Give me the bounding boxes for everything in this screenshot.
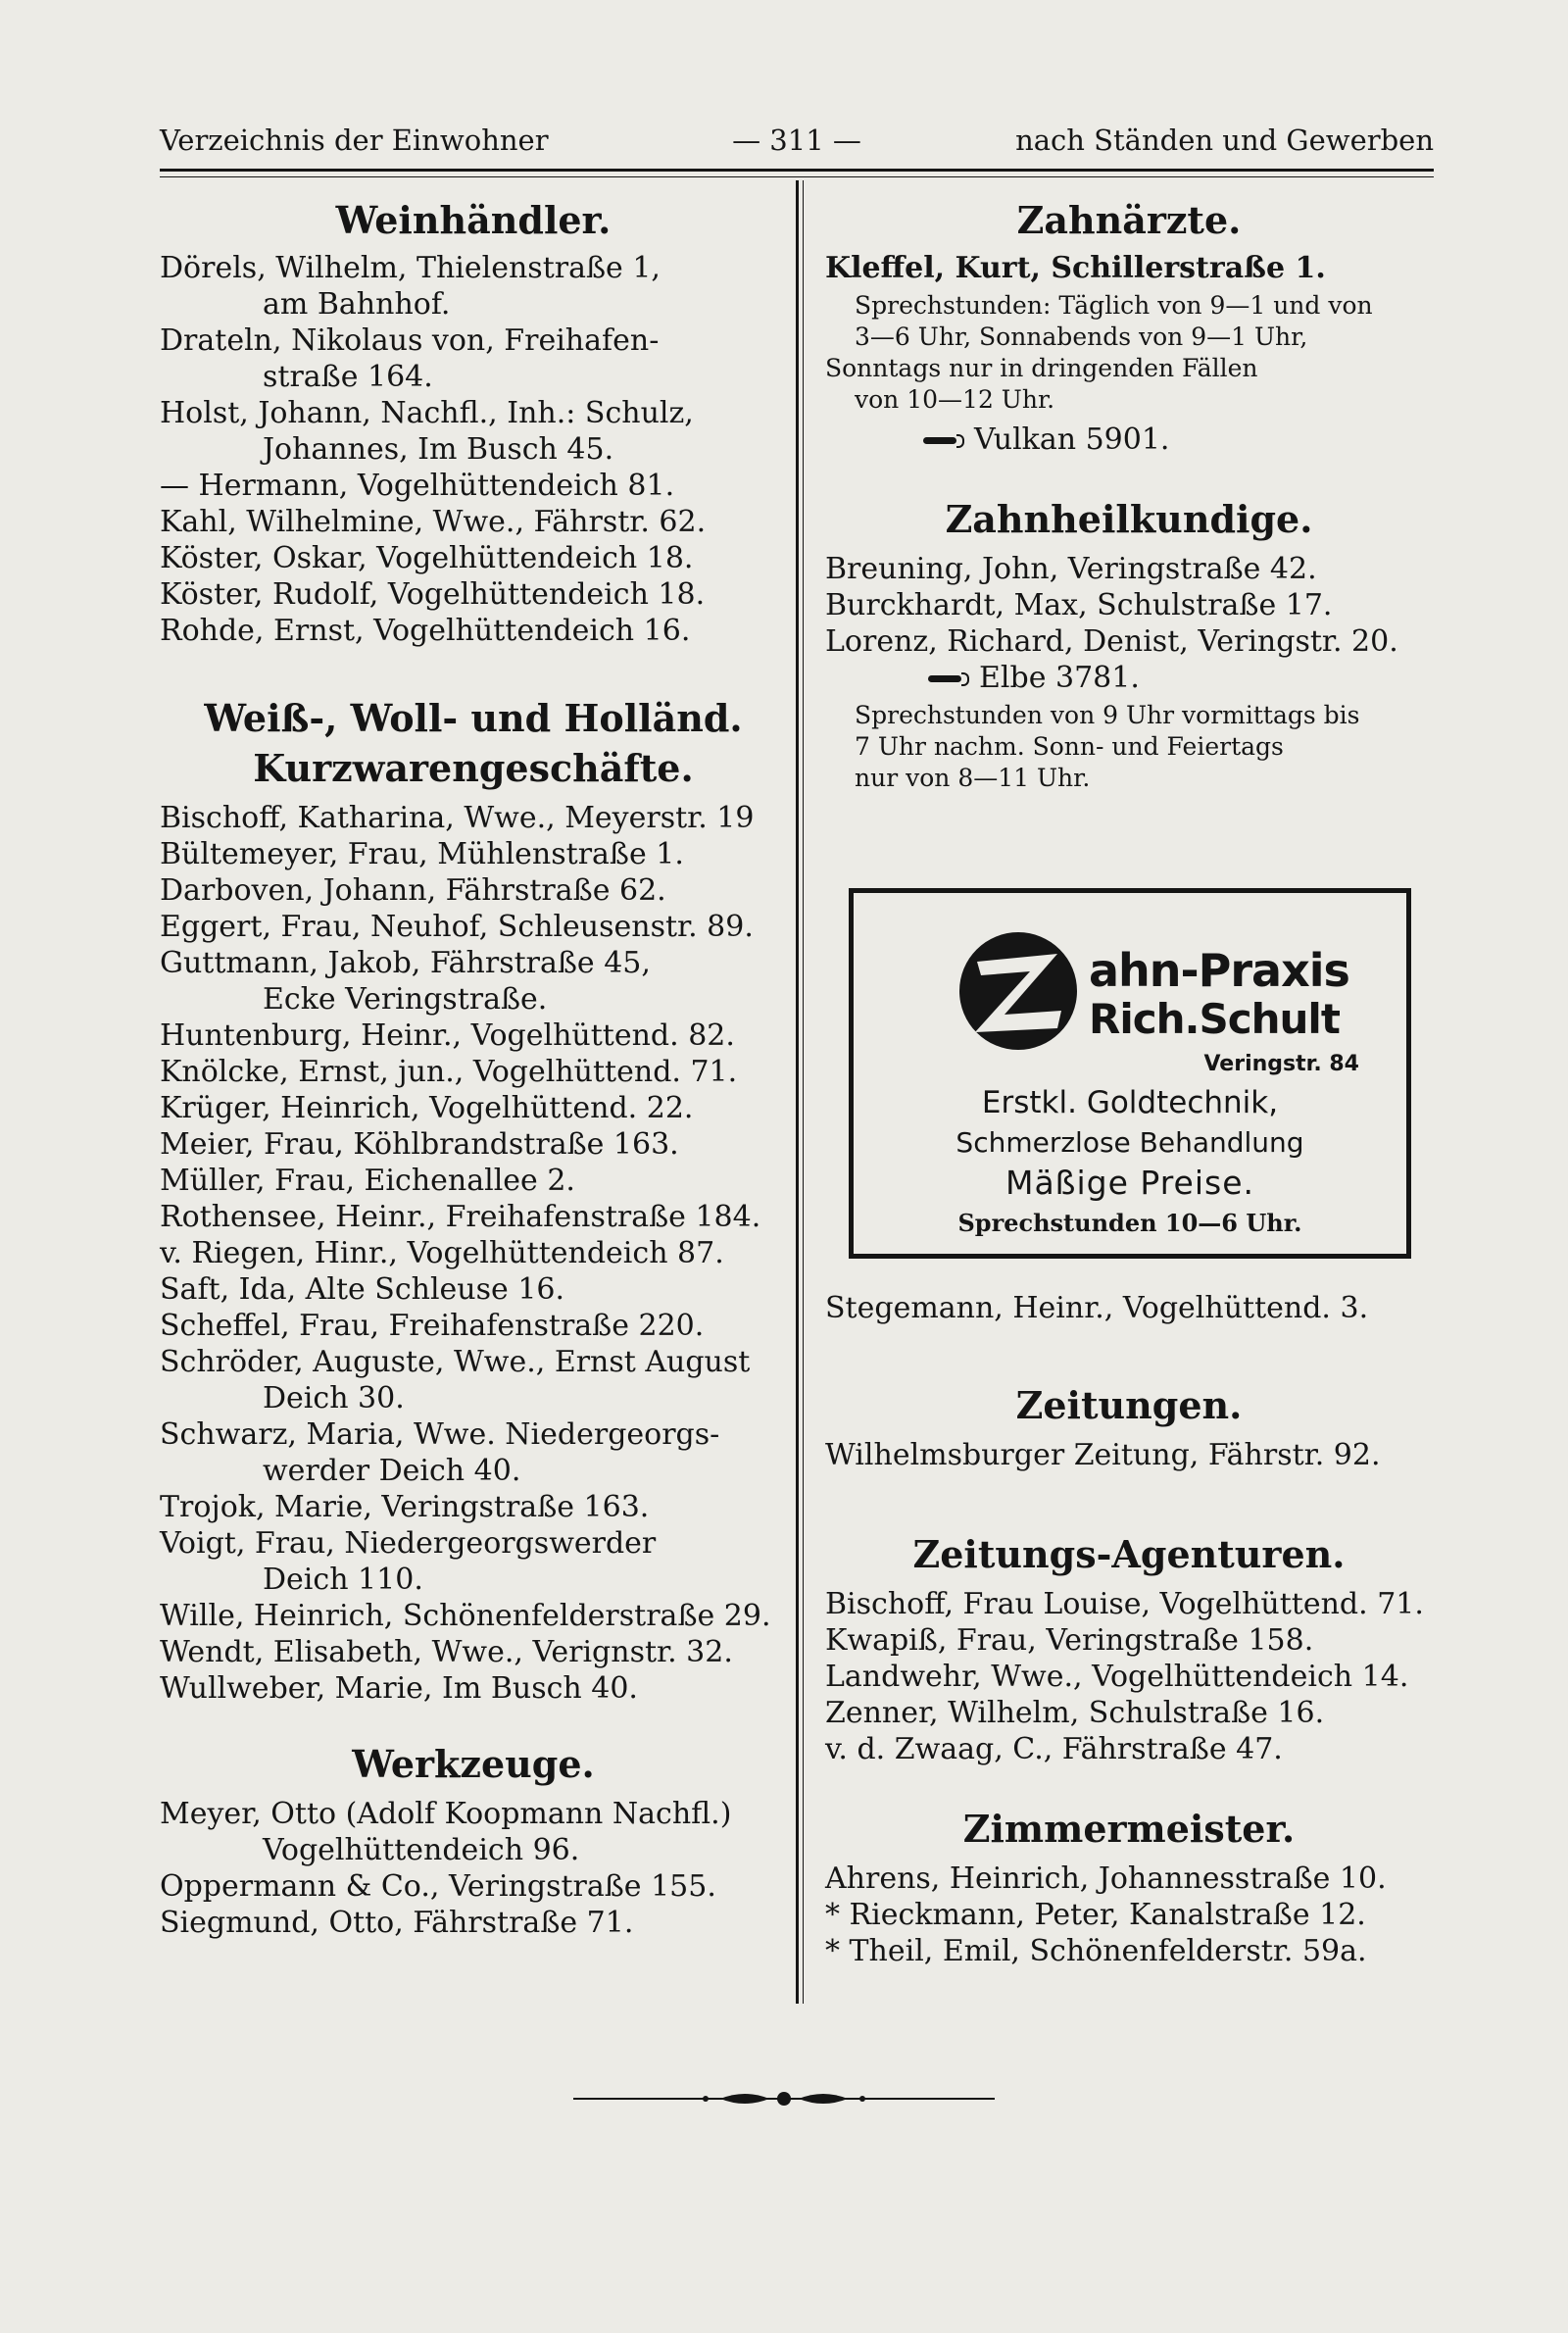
list-item: v. d. Zwaag, C., Fährstraße 47.	[825, 1732, 1283, 1766]
entry-line: Knölcke, Ernst, jun., Vogelhüttend. 71.	[160, 1055, 738, 1089]
ad-owner: Rich.Schult	[1089, 995, 1340, 1043]
list-item	[160, 540, 787, 576]
section-heading-werkzeuge: Werkzeuge.	[352, 1742, 595, 1786]
list-item: Lorenz, Richard, Denist, Veringstr. 20.	[825, 624, 1398, 659]
list-item: * Theil, Emil, Schönenfelderstr. 59a.	[825, 1934, 1367, 1968]
header-left: Verzeichnis der Einwohner	[160, 124, 549, 157]
section-heading-zeitungs-agenturen: Zeitungs-Agenturen.	[912, 1532, 1346, 1576]
list-item	[160, 1634, 787, 1670]
entry-line: Krüger, Heinrich, Vogelhüttend. 22.	[160, 1091, 694, 1125]
entry-line: Trojok, Marie, Veringstraße 163.	[160, 1490, 650, 1524]
dentist-phone-row	[825, 660, 1433, 696]
right-column	[825, 176, 1433, 794]
dentist-hours	[825, 290, 1433, 416]
list-item: Zenner, Wilhelm, Schulstraße 16.	[825, 1696, 1325, 1730]
list-item	[160, 250, 787, 323]
end-ornament	[573, 2084, 995, 2113]
list-item	[160, 504, 787, 540]
dentist-hours-line: Sonntags nur in dringenden Fällen	[825, 354, 1258, 382]
list-item	[160, 1163, 787, 1199]
list-item	[160, 945, 787, 1018]
dentist-phone-row	[825, 422, 1433, 458]
list-item	[160, 1235, 787, 1271]
entry-continuation: straße 164.	[263, 360, 433, 394]
entry-line: Meier, Frau, Köhlbrandstraße 163.	[160, 1127, 679, 1162]
section-heading-zahnaerzte: Zahnärzte.	[1016, 198, 1242, 242]
entry-line: Wullweber, Marie, Im Busch 40.	[160, 1671, 638, 1706]
dentist-name: Kleffel, Kurt, Schillerstraße 1.	[825, 251, 1326, 285]
entry-continuation: werder Deich 40.	[263, 1454, 521, 1488]
list-item	[160, 323, 787, 395]
list-item	[160, 1018, 787, 1054]
list-item	[160, 1126, 787, 1163]
list-item	[160, 576, 787, 613]
list-item	[160, 1905, 787, 1941]
entry-line: Oppermann & Co., Veringstraße 155.	[160, 1869, 716, 1904]
list-item	[160, 468, 787, 504]
list-item	[160, 1796, 787, 1868]
zahnheil-hours	[825, 700, 1433, 794]
zahnheil-phone: Elbe 3781.	[979, 661, 1140, 695]
list-item	[160, 800, 787, 836]
section-werkzeuge	[160, 1796, 787, 1941]
section-weinhaendler	[160, 250, 787, 649]
entry-line: Schwarz, Maria, Wwe. Niedergeorgs-	[160, 1417, 720, 1452]
list-item	[160, 909, 787, 945]
entry-line: Müller, Frau, Eichenallee 2.	[160, 1164, 575, 1198]
header-rule	[160, 169, 1434, 172]
list-item	[160, 872, 787, 909]
entry-line: Scheffel, Frau, Freihafenstraße 220.	[160, 1309, 705, 1343]
entry-continuation: Ecke Veringstraße.	[263, 982, 548, 1017]
dentist-hours-line: Sprechstunden: Täglich von 9—1 und von	[855, 291, 1373, 320]
ad-hours: Sprechstunden 10—6 Uhr.	[957, 1209, 1302, 1237]
entry-line: Rothensee, Heinr., Freihafenstraße 184.	[160, 1200, 761, 1234]
list-item	[160, 613, 787, 649]
list-item	[160, 1344, 787, 1416]
entry-line: Bültemeyer, Frau, Mühlenstraße 1.	[160, 837, 684, 871]
list-item	[160, 1868, 787, 1905]
entry-line: Rohde, Ernst, Vogelhüttendeich 16.	[160, 614, 691, 648]
list-item: Kwapiß, Frau, Veringstraße 158.	[825, 1623, 1314, 1658]
list-item: Breuning, John, Veringstraße 42.	[825, 552, 1317, 586]
ad-line: Schmerzlose Behandlung	[956, 1126, 1304, 1159]
section-heading-weinhaendler: Weinhändler.	[335, 198, 612, 242]
telephone-icon	[923, 434, 964, 448]
zahnheil-hours-line: nur von 8—11 Uhr.	[855, 764, 1091, 792]
entry-line: Wendt, Elisabeth, Wwe., Verignstr. 32.	[160, 1635, 733, 1669]
entry-line: Bischoff, Katharina, Wwe., Meyerstr. 19	[160, 801, 755, 835]
right-column-lower	[825, 1290, 1433, 1969]
section-heading-kurzwaren: Kurzwarengeschäfte.	[253, 746, 694, 790]
entry-line: Kahl, Wilhelmine, Wwe., Fährstr. 62.	[160, 505, 707, 539]
entry-line: Köster, Oskar, Vogelhüttendeich 18.	[160, 541, 694, 575]
entry-continuation: Deich 30.	[263, 1381, 405, 1415]
section-heading-weisswaren: Weiß-, Woll- und Holländ.	[204, 696, 743, 740]
dentist-phone: Vulkan 5901.	[974, 422, 1170, 457]
entry-line: Dörels, Wilhelm, Thielenstraße 1,	[160, 251, 661, 285]
list-item	[160, 1416, 787, 1489]
entry-line: Eggert, Frau, Neuhof, Schleusenstr. 89.	[160, 910, 754, 944]
entry-continuation: Johannes, Im Busch 45.	[263, 432, 614, 467]
list-item: * Rieckmann, Peter, Kanalstraße 12.	[825, 1898, 1366, 1932]
z-logo-icon	[959, 932, 1077, 1050]
list-item: Bischoff, Frau Louise, Vogelhüttend. 71.	[825, 1587, 1424, 1621]
running-header	[160, 118, 1434, 167]
list-item	[160, 1525, 787, 1598]
column-divider-thin	[803, 180, 804, 2004]
list-item	[160, 1054, 787, 1090]
ad-line: Erstkl. Goldtechnik,	[981, 1085, 1279, 1120]
section-kurzwaren	[160, 800, 787, 1707]
entry-line: Wille, Heinrich, Schönenfelderstraße 29.	[160, 1599, 771, 1633]
section-heading-zahnheilkundige: Zahnheilkundige.	[945, 497, 1313, 541]
list-item	[160, 1199, 787, 1235]
page-number: — 311 —	[732, 124, 861, 157]
entry-line: v. Riegen, Hinr., Vogelhüttendeich 87.	[160, 1236, 724, 1270]
telephone-icon	[928, 672, 969, 686]
list-item	[160, 1670, 787, 1707]
section-heading-zimmermeister: Zimmermeister.	[962, 1807, 1296, 1851]
left-column	[160, 176, 787, 1941]
dentist-hours-line: von 10—12 Uhr.	[855, 385, 1055, 414]
list-item: Landwehr, Wwe., Vogelhüttendeich 14.	[825, 1660, 1409, 1694]
entry-continuation: am Bahnhof.	[263, 287, 451, 322]
ad-line: Mäßige Preise.	[1004, 1164, 1254, 1202]
list-item	[160, 1090, 787, 1126]
ad-title: ahn-Praxis	[1089, 944, 1349, 997]
entry-line: Guttmann, Jakob, Fährstraße 45,	[160, 946, 651, 980]
list-item	[160, 1489, 787, 1525]
entry-line: Köster, Rudolf, Vogelhüttendeich 18.	[160, 577, 706, 612]
entry-line: Darboven, Johann, Fährstraße 62.	[160, 873, 666, 908]
zahnheil-hours-line: Sprechstunden von 9 Uhr vormittags bis	[855, 701, 1360, 729]
list-item	[160, 836, 787, 872]
section-heading-zeitungen: Zeitungen.	[1015, 1383, 1243, 1427]
list-item: Burckhardt, Max, Schulstraße 17.	[825, 588, 1333, 622]
ad-address: Veringstr. 84	[1203, 1052, 1359, 1076]
dentist-hours-line: 3—6 Uhr, Sonnabends von 9—1 Uhr,	[855, 323, 1308, 351]
dental-practice-advertisement	[849, 888, 1411, 1259]
entry-line: Holst, Johann, Nachfl., Inh.: Schulz,	[160, 396, 694, 430]
column-divider	[796, 180, 799, 2004]
list-item: Wilhelmsburger Zeitung, Fährstr. 92.	[825, 1438, 1381, 1472]
list-item	[160, 1598, 787, 1634]
list-item: Ahrens, Heinrich, Johannesstraße 10.	[825, 1861, 1387, 1896]
list-item	[160, 1271, 787, 1308]
entry-line: Huntenburg, Heinr., Vogelhüttend. 82.	[160, 1018, 735, 1053]
zahnheil-hours-line: 7 Uhr nachm. Sonn- und Feiertags	[855, 732, 1284, 761]
entry-continuation: Vogelhüttendeich 96.	[263, 1833, 580, 1867]
entry-line: — Hermann, Vogelhüttendeich 81.	[160, 469, 675, 503]
header-right: nach Ständen und Gewerben	[1015, 124, 1434, 157]
entry-line: Meyer, Otto (Adolf Koopmann Nachfl.)	[160, 1797, 732, 1831]
entry-line: Saft, Ida, Alte Schleuse 16.	[160, 1272, 565, 1307]
list-item: Stegemann, Heinr., Vogelhüttend. 3.	[825, 1291, 1369, 1325]
entry-line: Siegmund, Otto, Fährstraße 71.	[160, 1906, 634, 1940]
entry-line: Drateln, Nikolaus von, Freihafen-	[160, 323, 660, 358]
entry-line: Voigt, Frau, Niedergeorgswerder	[160, 1526, 657, 1561]
list-item	[160, 1308, 787, 1344]
entry-line: Schröder, Auguste, Wwe., Ernst August	[160, 1345, 751, 1379]
list-item	[160, 395, 787, 468]
entry-continuation: Deich 110.	[263, 1563, 423, 1597]
